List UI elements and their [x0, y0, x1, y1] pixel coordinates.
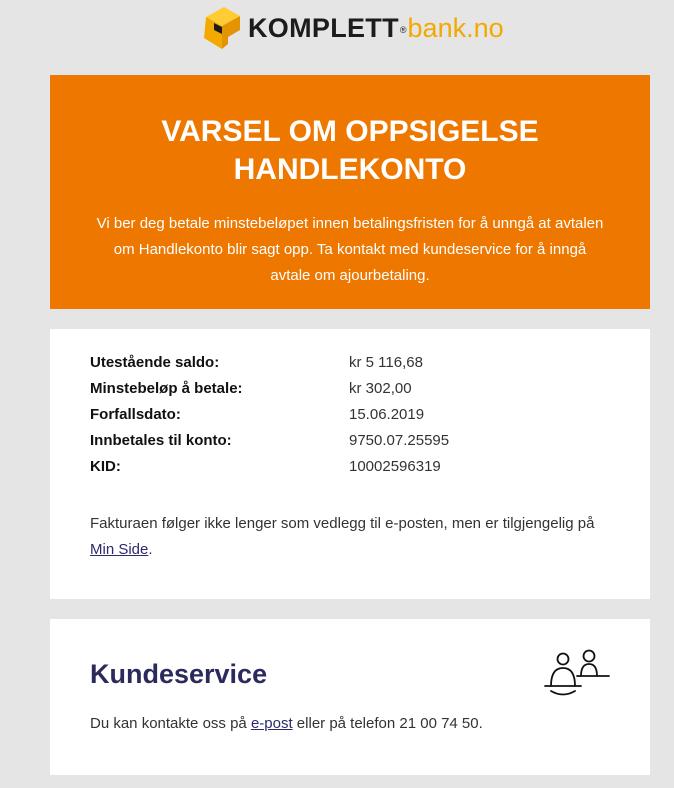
customer-service-text — [90, 711, 483, 737]
detail-row-minimum-payment — [90, 375, 449, 401]
email-header — [0, 0, 674, 75]
detail-value: 9750.07.25595 — [349, 431, 450, 449]
detail-value: kr 302,00 — [349, 379, 412, 397]
customer-service-icon — [541, 646, 611, 704]
termination-notice-banner — [50, 75, 650, 309]
detail-label: KID: — [90, 457, 121, 475]
customer-service-title: Kundeservice — [90, 659, 268, 689]
banner-body: Vi ber deg betale minstebeløpet innen betalingsfristen for å unngå at avtalen om Handlekonto blir sagt opp. Ta kontakt med kundeservice for å inngå avtale om ajourbetaling. — [96, 215, 604, 284]
invoice-note — [90, 511, 610, 563]
detail-value: kr 5 116,68 — [349, 353, 423, 371]
email-link[interactable]: e-post — [250, 715, 293, 732]
detail-row-due-date — [90, 401, 449, 427]
logo-suffix-text: bank.no — [407, 12, 504, 43]
account-details-card — [50, 329, 650, 599]
detail-row-kid — [90, 453, 449, 479]
cs-text-after: eller på telefon 21 00 74 50. — [292, 715, 483, 732]
customer-service-card — [50, 619, 650, 775]
invoice-note-end: . — [148, 541, 153, 558]
komplett-cube-icon — [198, 4, 244, 52]
detail-value: 15.06.2019 — [349, 405, 425, 423]
invoice-note-text: Fakturaen følger ikke lenger som vedlegg til e-posten, men er tilgjengelig på — [90, 515, 595, 532]
detail-row-account-number — [90, 427, 449, 453]
detail-label: Forfallsdato: — [90, 405, 181, 423]
detail-label: Innbetales til konto: — [90, 431, 232, 449]
detail-label: Minstebeløp å betale: — [90, 379, 243, 397]
banner-title: VARSEL OM OPPSIGELSE HANDLEKONTO — [161, 115, 539, 186]
detail-label: Utestående saldo: — [90, 353, 220, 371]
logo-registered-mark: ® — [399, 25, 407, 35]
cs-text-before: Du kan kontakte oss på — [90, 715, 251, 732]
detail-row-balance — [90, 349, 449, 375]
komplett-bank-logo[interactable] — [198, 3, 504, 53]
min-side-link[interactable]: Min Side — [90, 541, 149, 558]
detail-value: 10002596319 — [349, 457, 441, 475]
logo-brand-text: KOMPLETT — [248, 12, 399, 43]
account-details-table — [90, 349, 449, 479]
